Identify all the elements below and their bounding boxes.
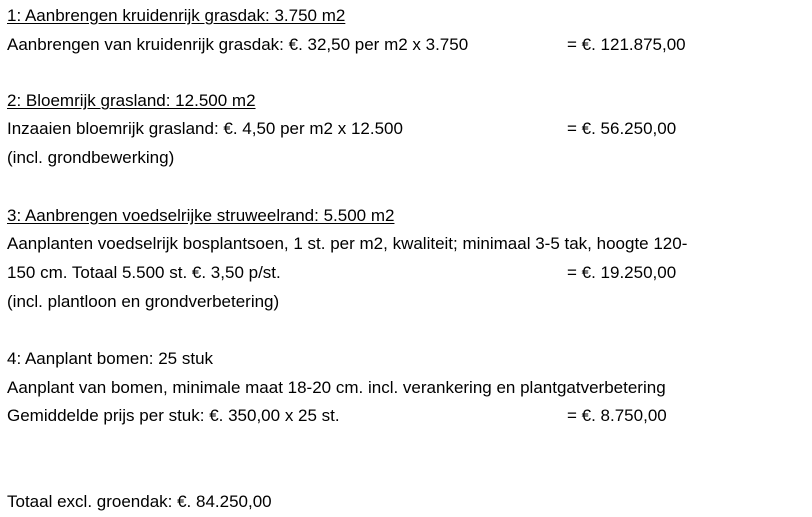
section-3-line-1: Aanplanten voedselrijk bosplantsoen, 1 st. per m2, kwaliteit; minimaal 3-5 tak, hoogte 120- — [7, 234, 688, 253]
section-4-heading: 4: Aanplant bomen: 25 stuk — [7, 349, 214, 368]
section-2-heading: 2: Bloemrijk grasland: 12.500 m2 — [7, 91, 256, 110]
section-3-line-2: 150 cm. Totaal 5.500 st. €. 3,50 p/st. — [7, 263, 281, 282]
section-1-line-1: Aanbrengen van kruidenrijk grasdak: €. 32,50 per m2 x 3.750 — [7, 35, 469, 54]
section-3-heading: 3: Aanbrengen voedselrijke struweelrand: 5.500 m2 — [7, 206, 395, 225]
section-2-line-2: (incl. grondbewerking) — [7, 148, 175, 167]
section-4-amount: = €. 8.750,00 — [567, 406, 667, 425]
section-3-amount: = €. 19.250,00 — [567, 263, 677, 282]
section-1-amount: = €. 121.875,00 — [567, 35, 686, 54]
total-line: Totaal excl. groendak: €. 84.250,00 — [7, 492, 272, 511]
section-4-line-1: Aanplant van bomen, minimale maat 18-20 cm. incl. verankering en plantgatverbetering — [7, 378, 666, 397]
section-1-heading: 1: Aanbrengen kruidenrijk grasdak: 3.750 m2 — [7, 6, 346, 25]
section-2-amount: = €. 56.250,00 — [567, 119, 677, 138]
section-4-line-2: Gemiddelde prijs per stuk: €. 350,00 x 25 st. — [7, 406, 340, 425]
section-2-line-1: Inzaaien bloemrijk grasland: €. 4,50 per m2 x 12.500 — [7, 119, 403, 138]
section-3-line-3: (incl. plantloon en grondverbetering) — [7, 292, 280, 311]
